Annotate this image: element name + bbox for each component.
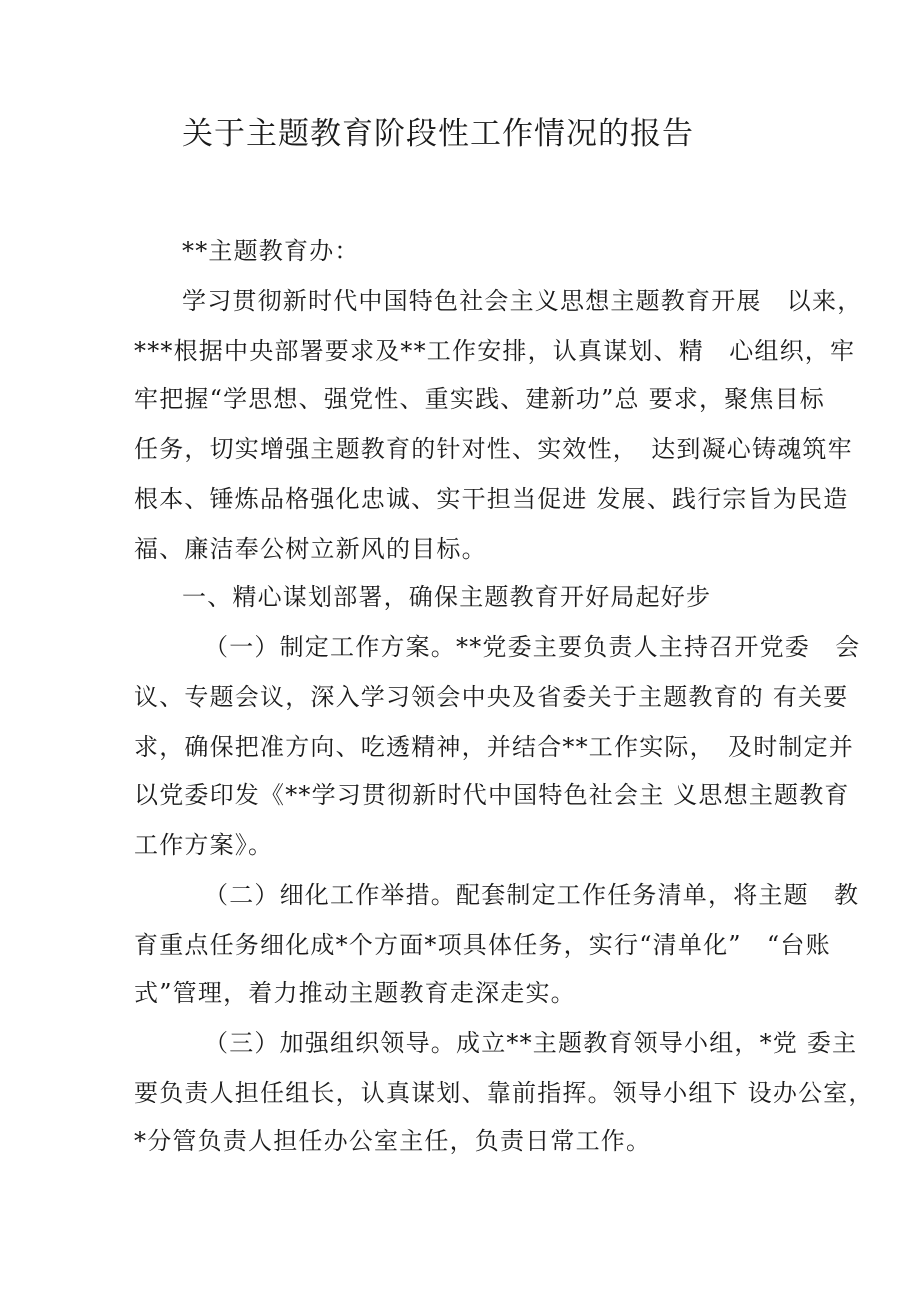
paragraph-line: 以党委印发《**学习贯彻新时代中国特色社会主 义思想主题教育	[134, 781, 850, 809]
paragraph-line: 学习贯彻新时代中国特色社会主义思想主题教育开展 以来，	[182, 287, 863, 315]
salutation: **主题教育办：	[182, 237, 360, 265]
paragraph-line: 育重点任务细化成*个方面*项具体任务，实行“清单化” “台账	[134, 931, 831, 959]
paragraph-line: *分管负责人担任办公室主任，负责日常工作。	[134, 1127, 652, 1155]
paragraph-line: 任务，切实增强主题教育的针对性、实效性， 达到凝心铸魂筑牢	[134, 435, 853, 463]
paragraph-line: 求，确保把准方向、吃透精神，并结合**工作实际， 及时制定并	[134, 733, 854, 761]
paragraph-line: 式”管理，着力推动主题教育走深走实。	[134, 979, 576, 1007]
paragraph-line: 牢把握“学思想、强党性、重实践、建新功”总 要求，聚焦目标	[134, 385, 825, 413]
section-heading: 一、精心谋划部署，确保主题教育开好局起好步	[182, 583, 712, 611]
paragraph-line: ***根据中央部署要求及**工作安排，认真谋划、精 心组织，牢	[134, 337, 856, 365]
paragraph-line: （一）制定工作方案。**党委主要负责人主持召开党委 会	[204, 633, 861, 661]
paragraph-line: （二）细化工作举措。配套制定工作任务清单，将主题 教	[204, 881, 860, 909]
paragraph-line: 根本、锤炼品格强化忠诚、实干担当促进 发展、践行宗旨为民造	[134, 485, 849, 513]
document-title: 关于主题教育阶段性工作情况的报告	[182, 116, 694, 152]
paragraph-line: （三）加强组织领导。成立**主题教育领导小组，*党 委主	[204, 1029, 858, 1057]
paragraph-line: 福、廉洁奉公树立新风的目标。	[134, 535, 487, 563]
paragraph-line: 工作方案》。	[134, 831, 274, 859]
paragraph-line: 要负责人担任组长，认真谋划、靠前指挥。领导小组下 设办公室，	[134, 1079, 874, 1107]
paragraph-line: 议、专题会议，深入学习领会中央及省委关于主题教育的 有关要	[134, 683, 849, 711]
